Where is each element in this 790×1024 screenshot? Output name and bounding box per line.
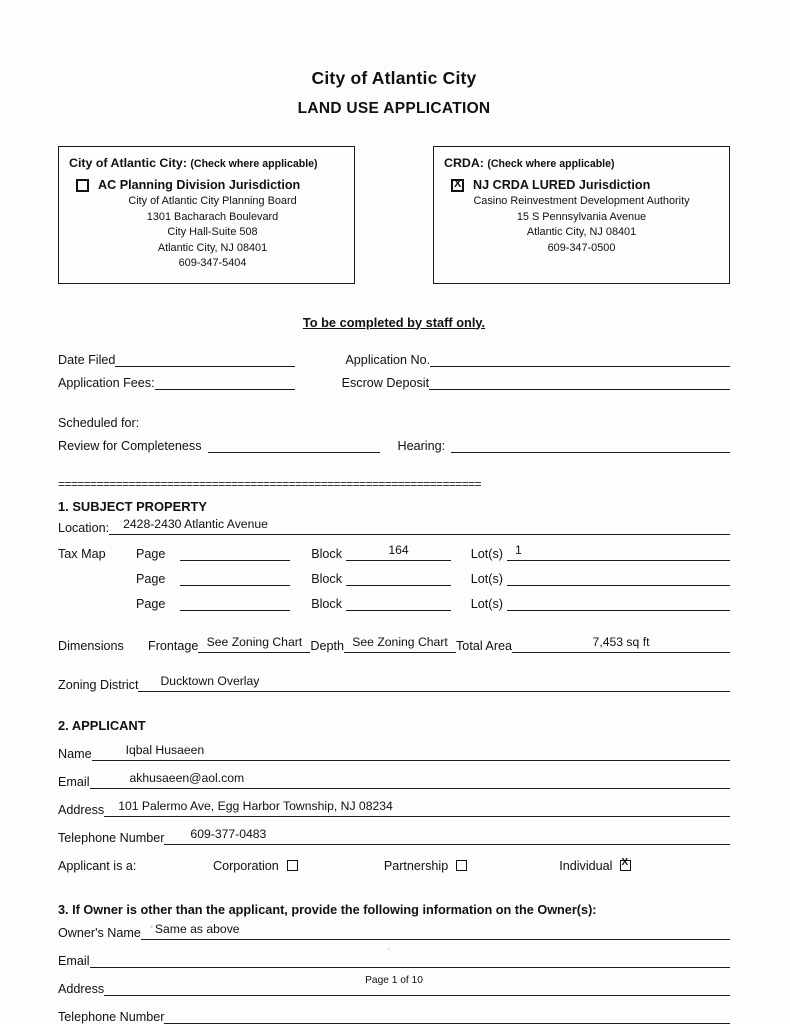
review-completeness-label: Review for Completeness <box>58 438 202 453</box>
applicant-heading: 2. APPLICANT <box>58 717 146 733</box>
owner-name-value: Same as above <box>154 921 240 936</box>
applicant-email-input[interactable] <box>90 770 731 789</box>
city-box-heading-text: City of Atlantic City: <box>69 156 187 170</box>
date-filed-label: Date Filed <box>58 352 116 367</box>
lots-label-1: Lot(s) <box>470 546 503 561</box>
applicant-email-value: akhusaeen@aol.com <box>129 770 245 785</box>
tax-map-row-2 <box>58 570 730 586</box>
crda-box-heading-text: CRDA: <box>444 156 484 170</box>
lots-value-1: 1 <box>515 542 522 557</box>
lots-input-3[interactable] <box>507 595 730 611</box>
date-filed-row <box>58 352 730 367</box>
page-title: City of Atlantic City <box>311 68 477 88</box>
jurisdiction-box-city <box>58 146 355 284</box>
crda-address-line-2: 15 S Pennsylvania Avenue <box>516 210 647 223</box>
total-area-value: 7,453 sq ft <box>592 634 650 649</box>
dimensions-label: Dimensions <box>58 638 124 653</box>
applicant-name-row <box>58 742 730 761</box>
owner-email-label: Email <box>58 953 90 968</box>
block-input-2[interactable] <box>346 570 451 586</box>
date-filed-input[interactable] <box>115 352 295 367</box>
page-input-1[interactable] <box>180 545 290 561</box>
applicant-name-value: Iqbal Husaeen <box>125 742 205 757</box>
depth-value: See Zoning Chart <box>352 634 448 649</box>
page-input-2[interactable] <box>180 570 290 586</box>
scan-speckle <box>150 925 153 928</box>
scheduled-for-label: Scheduled for: <box>58 415 140 430</box>
applicant-type-corporation[interactable] <box>213 859 298 873</box>
section-divider: ================================================================== <box>58 476 481 491</box>
city-address-line-4: Atlantic City, NJ 08401 <box>157 241 268 254</box>
block-value-1: 164 <box>388 542 409 557</box>
owner-address-label: Address <box>58 981 105 996</box>
city-address-line-3: City Hall-Suite 508 <box>167 226 258 238</box>
application-no-input[interactable] <box>430 352 730 367</box>
city-box-heading <box>69 156 344 170</box>
owner-name-input[interactable] <box>141 921 730 940</box>
individual-checkbox[interactable] <box>620 860 631 871</box>
corporation-checkbox[interactable] <box>287 860 298 871</box>
ac-planning-label: AC Planning Division Jurisdiction <box>98 178 301 192</box>
crda-lured-label: NJ CRDA LURED Jurisdiction <box>473 178 651 192</box>
location-value: 2428-2430 Atlantic Avenue <box>123 516 268 531</box>
total-area-input[interactable] <box>512 634 730 653</box>
applicant-telephone-value: 609-377-0483 <box>190 826 267 841</box>
applicant-name-label: Name <box>58 746 92 761</box>
crda-box-address <box>444 194 719 256</box>
city-address-line-2: 1301 Bacharach Boulevard <box>146 210 279 223</box>
tax-map-row-1 <box>58 542 730 561</box>
zoning-district-label: Zoning District <box>58 677 139 692</box>
owner-telephone-row <box>58 1008 730 1024</box>
applicant-telephone-input[interactable] <box>164 826 730 845</box>
applicant-type-individual[interactable] <box>559 859 631 873</box>
page-input-3[interactable] <box>180 595 290 611</box>
hearing-input[interactable] <box>451 438 730 453</box>
applicant-telephone-label: Telephone Number <box>58 830 165 845</box>
owner-telephone-input[interactable] <box>164 1008 730 1024</box>
page-footer: Page 1 of 10 <box>365 975 423 986</box>
frontage-input[interactable] <box>198 634 310 653</box>
application-fees-label: Application Fees: <box>58 375 155 390</box>
lots-label-3: Lot(s) <box>470 596 503 611</box>
frontage-value: See Zoning Chart <box>206 634 303 649</box>
review-hearing-row <box>58 438 730 453</box>
block-input-1[interactable] <box>346 542 451 561</box>
depth-label: Depth <box>310 638 345 653</box>
block-input-3[interactable] <box>346 595 451 611</box>
review-completeness-input[interactable] <box>208 438 380 453</box>
owner-telephone-label: Telephone Number <box>58 1009 165 1024</box>
tax-map-row-3 <box>58 595 730 611</box>
zoning-district-row <box>58 673 730 692</box>
scan-speckle <box>388 948 390 950</box>
page-label-2: Page <box>136 571 166 586</box>
applicant-address-row <box>58 798 730 817</box>
crda-address-line-1: Casino Reinvestment Development Authority <box>473 195 690 207</box>
city-address-phone: 609-347-5404 <box>178 257 247 269</box>
application-no-label: Application No. <box>345 352 431 367</box>
lots-input-2[interactable] <box>507 570 730 586</box>
applicant-email-label: Email <box>58 774 90 789</box>
total-area-label: Total Area <box>456 638 513 653</box>
crda-box-heading-note: (Check where applicable) <box>487 158 615 170</box>
application-fees-input[interactable] <box>155 375 295 390</box>
subject-property-heading: 1. SUBJECT PROPERTY <box>58 498 207 514</box>
applicant-name-input[interactable] <box>92 742 730 761</box>
jurisdiction-boxes <box>58 146 730 284</box>
block-label-2: Block <box>311 571 342 586</box>
crda-address-phone: 609-347-0500 <box>547 241 616 254</box>
crda-lured-checkbox[interactable] <box>451 179 464 192</box>
applicant-type-partnership[interactable] <box>384 859 467 873</box>
page-label-3: Page <box>136 596 166 611</box>
applicant-telephone-row <box>58 826 730 845</box>
dimensions-row <box>58 634 730 653</box>
applicant-email-row <box>58 770 730 789</box>
applicant-address-label: Address <box>58 802 105 817</box>
city-box-heading-note: (Check where applicable) <box>190 158 318 170</box>
escrow-deposit-input[interactable] <box>429 375 730 390</box>
applicant-address-input[interactable] <box>104 798 730 817</box>
corporation-label: Corporation <box>213 858 279 873</box>
tax-map-label: Tax Map <box>58 546 106 561</box>
location-input[interactable] <box>109 516 730 535</box>
city-jurisdiction-checkbox-row[interactable] <box>69 178 344 192</box>
jurisdiction-box-crda <box>433 146 730 284</box>
partnership-label: Partnership <box>383 858 449 873</box>
ac-planning-checkbox[interactable] <box>76 179 89 192</box>
lots-label-2: Lot(s) <box>470 571 503 586</box>
page-label-1: Page <box>136 546 166 561</box>
crda-jurisdiction-checkbox-row[interactable] <box>444 178 719 192</box>
location-label: Location: <box>58 520 110 535</box>
form-sheet <box>58 20 730 1024</box>
block-label-3: Block <box>311 596 342 611</box>
frontage-label: Frontage <box>148 638 199 653</box>
staff-section-heading: To be completed by staff only. <box>302 314 486 330</box>
city-address-line-1: City of Atlantic City Planning Board <box>128 195 297 207</box>
page-subtitle: LAND USE APPLICATION <box>297 100 491 117</box>
applicant-type-row <box>58 859 730 873</box>
location-row <box>58 516 730 535</box>
escrow-deposit-label: Escrow Deposit <box>341 375 430 390</box>
owner-email-row <box>58 952 730 968</box>
owner-name-row <box>58 921 730 940</box>
city-box-address <box>69 194 344 272</box>
block-label-1: Block <box>311 546 342 561</box>
owner-email-input[interactable] <box>90 952 731 968</box>
hearing-label: Hearing: <box>397 438 446 453</box>
applicant-address-value: 101 Palermo Ave, Egg Harbor Township, NJ 08234 <box>118 798 393 813</box>
individual-label: Individual <box>559 858 613 873</box>
crda-address-line-3: Atlantic City, NJ 08401 <box>526 226 637 238</box>
partnership-checkbox[interactable] <box>456 860 467 871</box>
applicant-type-label: Applicant is a: <box>58 858 137 873</box>
depth-input[interactable] <box>344 634 456 653</box>
application-fees-row <box>58 375 730 390</box>
lots-input-1[interactable] <box>507 542 730 561</box>
crda-box-heading <box>444 156 719 170</box>
owner-name-label: Owner's Name <box>58 925 141 940</box>
zoning-district-value: Ducktown Overlay <box>160 673 260 688</box>
owner-heading: 3. If Owner is other than the applicant, provide the following information on the Owner(s): <box>58 902 597 917</box>
zoning-district-input[interactable] <box>138 673 730 692</box>
